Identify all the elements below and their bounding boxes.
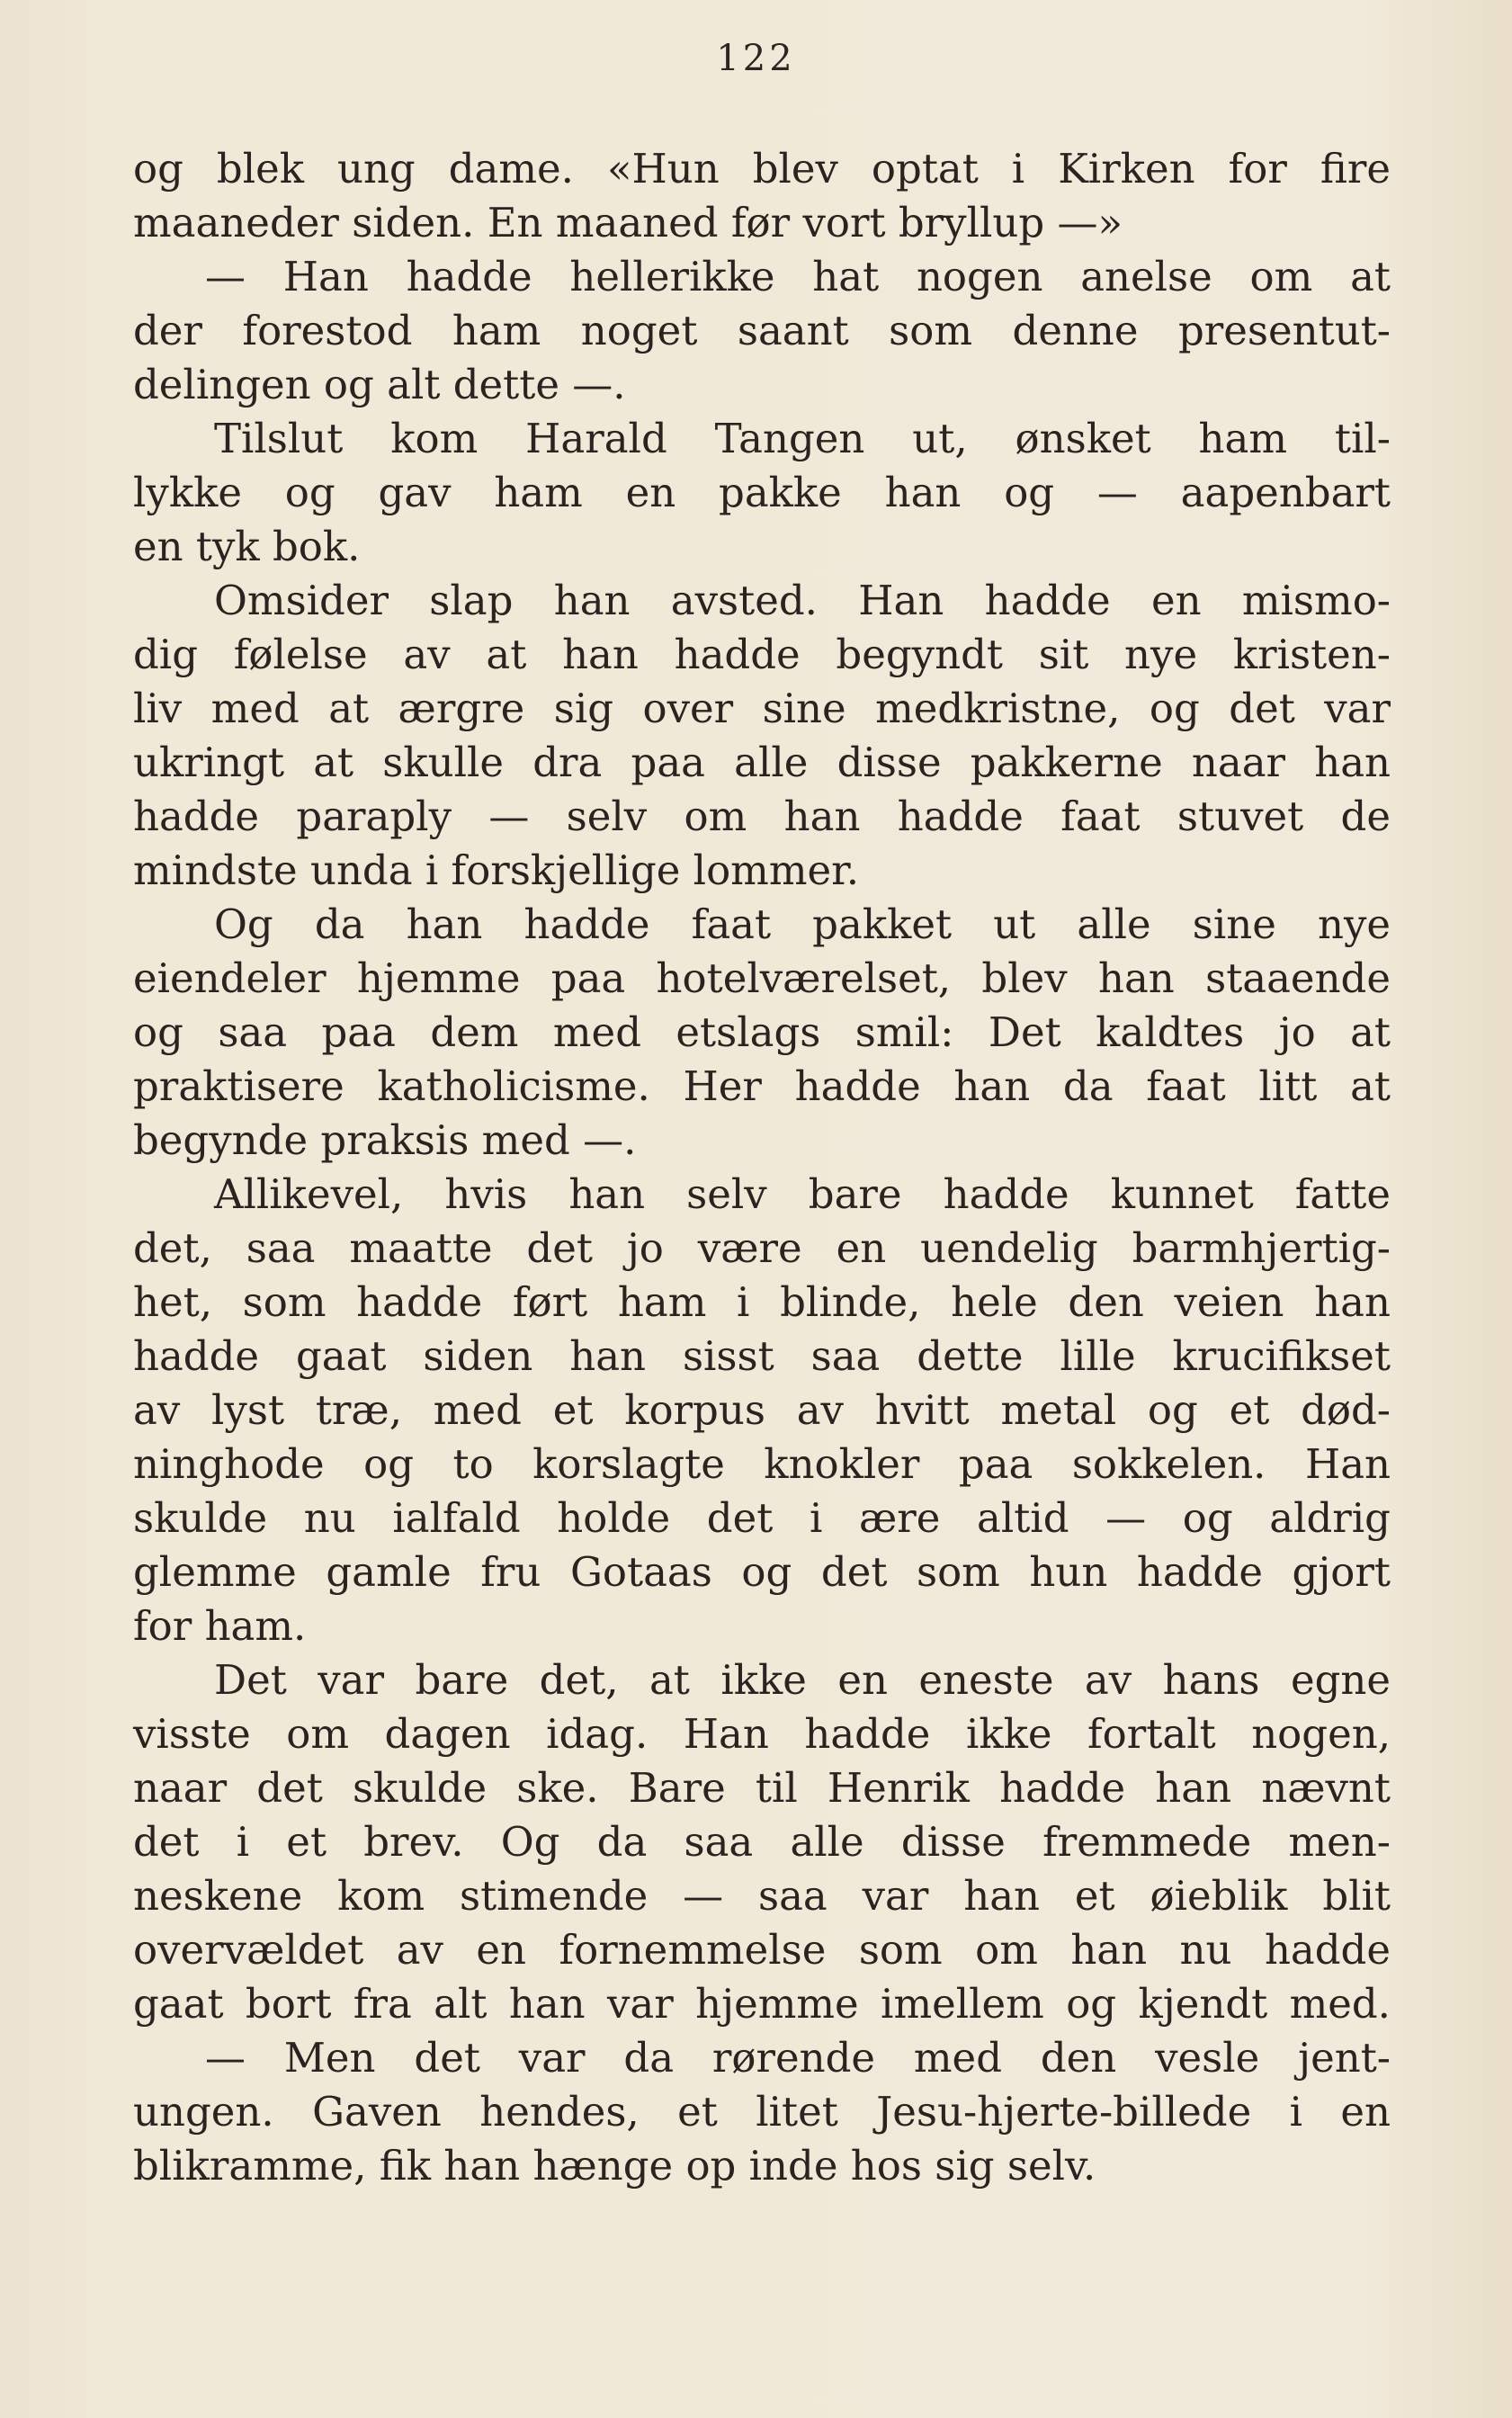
text-line: Omsider slap han avsted. Han hadde en mismo- — [214, 577, 1391, 624]
text-line: ninghode og to korslagte knokler paa sokkelen. Han — [133, 1440, 1391, 1488]
text-line: det, saa maatte det jo være en uendelig barmhjertig- — [133, 1224, 1391, 1272]
page-number: 122 — [716, 38, 796, 79]
text-line: Og da han hadde faat pakket ut alle sine nye — [214, 900, 1391, 948]
text-line: visste om dagen idag. Han hadde ikke fortalt nogen, — [133, 1710, 1391, 1758]
text-line: ukringt at skulle dra paa alle disse pakkerne naar han — [133, 739, 1391, 786]
text-line: gaat bort fra alt han var hjemme imellem og kjendt med. — [133, 1980, 1391, 2028]
text-line: liv med at ærgre sig over sine medkristne, og det var — [133, 685, 1391, 732]
text-line: hadde paraply — selv om han hadde faat stuvet de — [133, 793, 1391, 840]
text-line: lykke og gav ham en pakke han og — aapenbart — [133, 469, 1391, 516]
text-line: praktisere katholicisme. Her hadde han da faat litt at — [133, 1062, 1391, 1110]
text-line: glemme gamle fru Gotaas og det som hun hadde gjort — [133, 1548, 1391, 1596]
text-line: Tilslut kom Harald Tangen ut, ønsket ham til- — [214, 415, 1391, 462]
text-line: dig følelse av at han hadde begyndt sit nye kristen- — [133, 631, 1391, 678]
text-line: skulde nu ialfald holde det i ære altid — og aldrig — [133, 1494, 1391, 1542]
text-line: blikramme, fik han hænge op inde hos sig selv. — [133, 2142, 1096, 2190]
text-line: og blek ung dame. «Hun blev optat i Kirken for fire — [133, 145, 1391, 193]
text-line: delingen og alt dette —. — [133, 361, 626, 408]
text-line: — Han hadde hellerikke hat nogen anelse om at — [205, 253, 1391, 300]
text-line: neskene kom stimende — saa var han et øieblik blit — [133, 1872, 1391, 1920]
text-line: overvældet av en fornemmelse som om han nu hadde — [133, 1926, 1391, 1974]
text-line: maaneder siden. En maaned før vort bryllup —» — [133, 199, 1123, 246]
text-line: eiendeler hjemme paa hotelværelset, blev han staaende — [133, 954, 1391, 1002]
text-line: hadde gaat siden han sisst saa dette lille krucifikset — [133, 1332, 1391, 1380]
text-line: det i et brev. Og da saa alle disse fremmede men- — [133, 1818, 1391, 1866]
text-line: naar det skulde ske. Bare til Henrik hadde han nævnt — [133, 1764, 1391, 1812]
text-line: av lyst træ, med et korpus av hvitt metal og et død- — [133, 1386, 1391, 1434]
text-line: og saa paa dem med etslags smil: Det kaldtes jo at — [133, 1008, 1391, 1056]
text-line: der forestod ham noget saant som denne presentut- — [133, 307, 1391, 354]
text-line: ungen. Gaven hendes, et litet Jesu-hjerte-billede i en — [133, 2088, 1391, 2136]
text-line: en tyk bok. — [133, 523, 361, 570]
text-line: — Men det var da rørende med den vesle jent- — [205, 2034, 1391, 2082]
text-line: for ham. — [133, 1602, 307, 1650]
text-line: Allikevel, hvis han selv bare hadde kunnet fatte — [214, 1170, 1391, 1218]
text-line: begynde praksis med —. — [133, 1116, 637, 1164]
text-line: Det var bare det, at ikke en eneste av hans egne — [214, 1656, 1391, 1704]
text-line: mindste unda i forskjellige lommer. — [133, 846, 860, 894]
text-line: het, som hadde ført ham i blinde, hele den veien han — [133, 1278, 1391, 1326]
